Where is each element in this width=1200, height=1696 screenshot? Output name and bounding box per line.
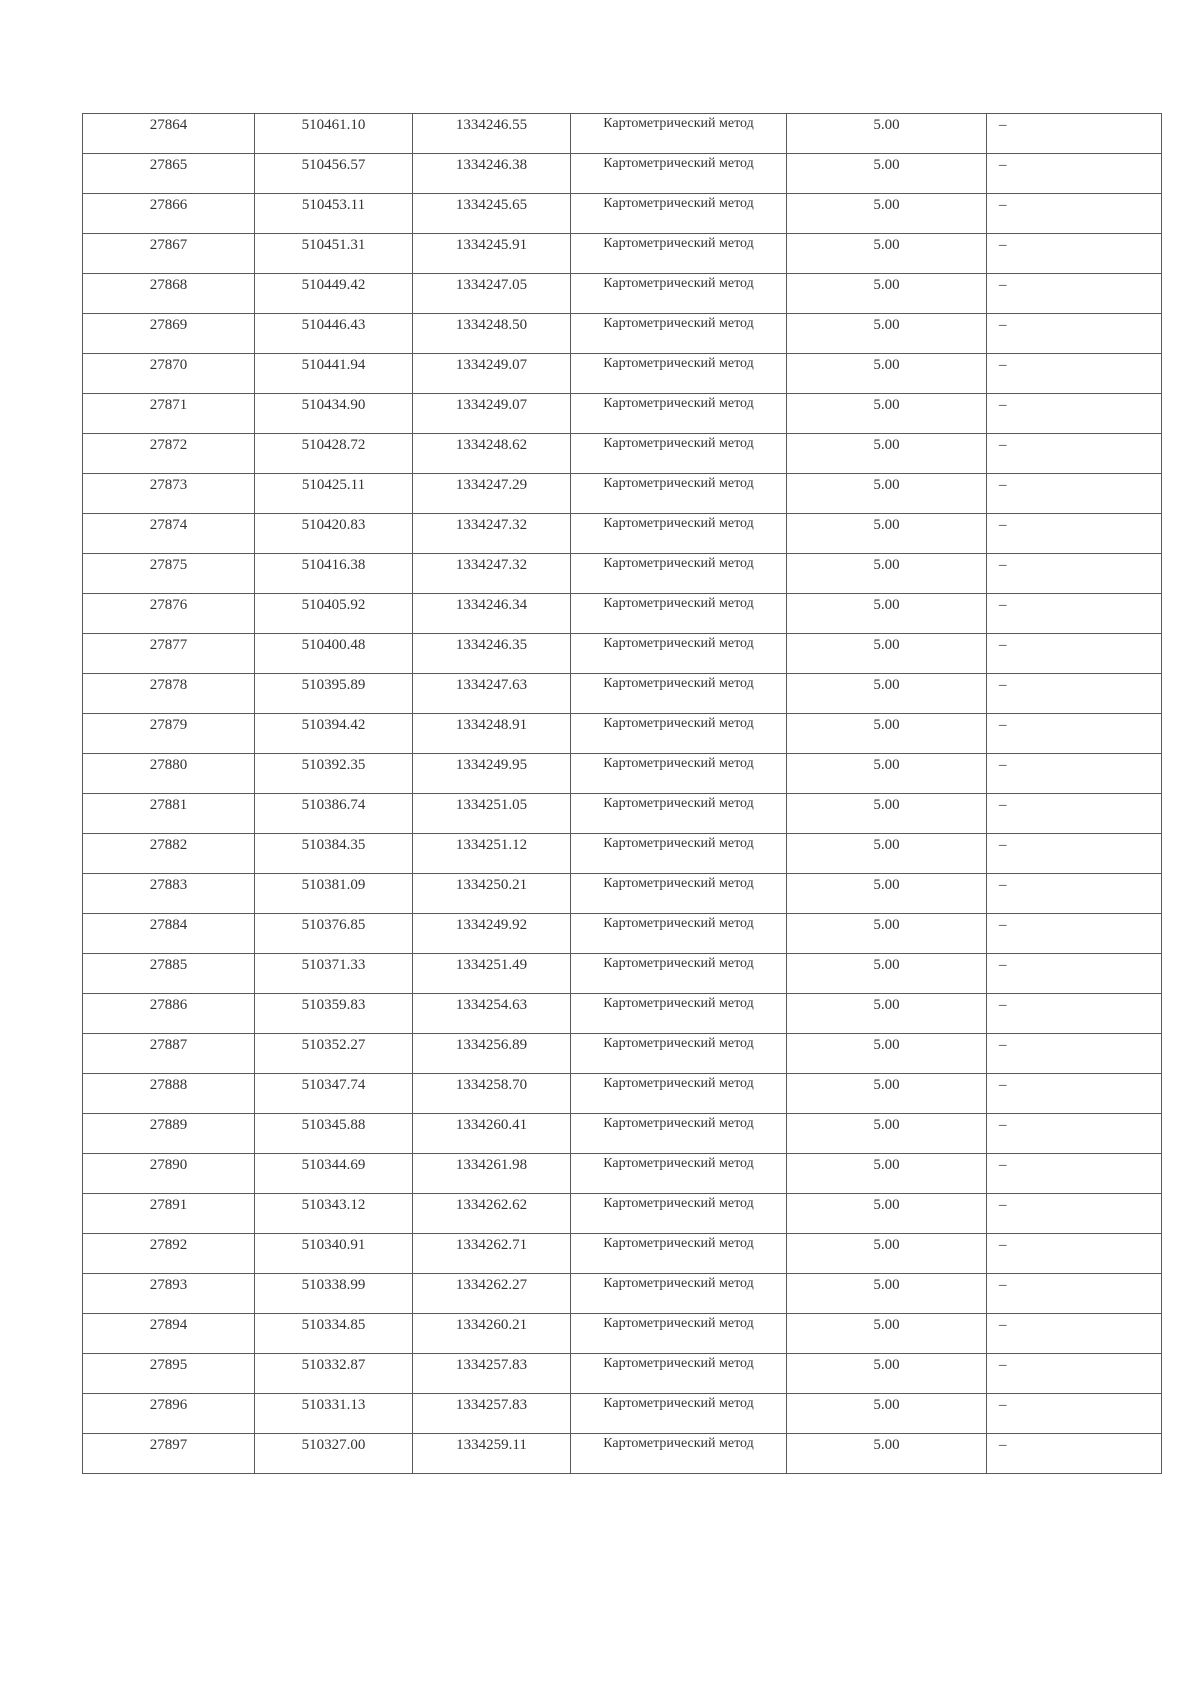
x-coordinate-cell: 510453.11 bbox=[255, 194, 413, 234]
x-coordinate-cell: 510425.11 bbox=[255, 474, 413, 514]
y-coordinate-cell: 1334256.89 bbox=[413, 1034, 571, 1074]
y-coordinate-cell: 1334259.11 bbox=[413, 1434, 571, 1474]
table-row bbox=[83, 1114, 1162, 1154]
table-row bbox=[83, 714, 1162, 754]
method-cell: Картометрический метод bbox=[571, 754, 787, 794]
accuracy-cell: 5.00 bbox=[787, 114, 987, 154]
x-coordinate-cell: 510345.88 bbox=[255, 1114, 413, 1154]
point-number-cell: 27893 bbox=[83, 1274, 255, 1314]
x-coordinate-cell: 510394.42 bbox=[255, 714, 413, 754]
x-coordinate-cell: 510416.38 bbox=[255, 554, 413, 594]
point-number-cell: 27888 bbox=[83, 1074, 255, 1114]
y-coordinate-cell: 1334260.21 bbox=[413, 1314, 571, 1354]
point-number-cell: 27865 bbox=[83, 154, 255, 194]
point-number-cell: 27889 bbox=[83, 1114, 255, 1154]
x-coordinate-cell: 510352.27 bbox=[255, 1034, 413, 1074]
table-row bbox=[83, 1234, 1162, 1274]
x-coordinate-cell: 510405.92 bbox=[255, 594, 413, 634]
table-row bbox=[83, 474, 1162, 514]
x-coordinate-cell: 510461.10 bbox=[255, 114, 413, 154]
method-cell: Картометрический метод bbox=[571, 234, 787, 274]
point-number-cell: 27869 bbox=[83, 314, 255, 354]
point-number-cell: 27873 bbox=[83, 474, 255, 514]
description-cell: – bbox=[987, 1394, 1162, 1434]
table-row bbox=[83, 154, 1162, 194]
x-coordinate-cell: 510392.35 bbox=[255, 754, 413, 794]
description-cell: – bbox=[987, 1314, 1162, 1354]
description-cell: – bbox=[987, 314, 1162, 354]
description-cell: – bbox=[987, 594, 1162, 634]
description-cell: – bbox=[987, 1074, 1162, 1114]
method-cell: Картометрический метод bbox=[571, 1194, 787, 1234]
description-cell: – bbox=[987, 234, 1162, 274]
accuracy-cell: 5.00 bbox=[787, 1074, 987, 1114]
table-row bbox=[83, 954, 1162, 994]
table-row bbox=[83, 594, 1162, 634]
accuracy-cell: 5.00 bbox=[787, 354, 987, 394]
point-number-cell: 27886 bbox=[83, 994, 255, 1034]
accuracy-cell: 5.00 bbox=[787, 314, 987, 354]
accuracy-cell: 5.00 bbox=[787, 194, 987, 234]
table-row bbox=[83, 1074, 1162, 1114]
x-coordinate-cell: 510420.83 bbox=[255, 514, 413, 554]
method-cell: Картометрический метод bbox=[571, 1034, 787, 1074]
point-number-cell: 27881 bbox=[83, 794, 255, 834]
table-row bbox=[83, 114, 1162, 154]
description-cell: – bbox=[987, 1154, 1162, 1194]
point-number-cell: 27897 bbox=[83, 1434, 255, 1474]
table-row bbox=[83, 1154, 1162, 1194]
point-number-cell: 27887 bbox=[83, 1034, 255, 1074]
accuracy-cell: 5.00 bbox=[787, 1154, 987, 1194]
y-coordinate-cell: 1334248.50 bbox=[413, 314, 571, 354]
description-cell: – bbox=[987, 1114, 1162, 1154]
point-number-cell: 27884 bbox=[83, 914, 255, 954]
point-number-cell: 27883 bbox=[83, 874, 255, 914]
accuracy-cell: 5.00 bbox=[787, 794, 987, 834]
x-coordinate-cell: 510334.85 bbox=[255, 1314, 413, 1354]
description-cell: – bbox=[987, 674, 1162, 714]
table-row bbox=[83, 834, 1162, 874]
method-cell: Картометрический метод bbox=[571, 1074, 787, 1114]
x-coordinate-cell: 510400.48 bbox=[255, 634, 413, 674]
y-coordinate-cell: 1334246.55 bbox=[413, 114, 571, 154]
y-coordinate-cell: 1334247.32 bbox=[413, 514, 571, 554]
table-row bbox=[83, 674, 1162, 714]
table-row bbox=[83, 994, 1162, 1034]
description-cell: – bbox=[987, 1194, 1162, 1234]
accuracy-cell: 5.00 bbox=[787, 1394, 987, 1434]
method-cell: Картометрический метод bbox=[571, 914, 787, 954]
y-coordinate-cell: 1334254.63 bbox=[413, 994, 571, 1034]
y-coordinate-cell: 1334258.70 bbox=[413, 1074, 571, 1114]
accuracy-cell: 5.00 bbox=[787, 994, 987, 1034]
x-coordinate-cell: 510395.89 bbox=[255, 674, 413, 714]
y-coordinate-cell: 1334257.83 bbox=[413, 1394, 571, 1434]
point-number-cell: 27890 bbox=[83, 1154, 255, 1194]
method-cell: Картометрический метод bbox=[571, 794, 787, 834]
accuracy-cell: 5.00 bbox=[787, 674, 987, 714]
point-number-cell: 27896 bbox=[83, 1394, 255, 1434]
point-number-cell: 27878 bbox=[83, 674, 255, 714]
method-cell: Картометрический метод bbox=[571, 634, 787, 674]
description-cell: – bbox=[987, 274, 1162, 314]
accuracy-cell: 5.00 bbox=[787, 1274, 987, 1314]
x-coordinate-cell: 510384.35 bbox=[255, 834, 413, 874]
method-cell: Картометрический метод bbox=[571, 954, 787, 994]
table-row bbox=[83, 874, 1162, 914]
y-coordinate-cell: 1334249.07 bbox=[413, 394, 571, 434]
point-number-cell: 27879 bbox=[83, 714, 255, 754]
method-cell: Картометрический метод bbox=[571, 314, 787, 354]
point-number-cell: 27885 bbox=[83, 954, 255, 994]
description-cell: – bbox=[987, 554, 1162, 594]
description-cell: – bbox=[987, 834, 1162, 874]
y-coordinate-cell: 1334246.34 bbox=[413, 594, 571, 634]
point-number-cell: 27866 bbox=[83, 194, 255, 234]
method-cell: Картометрический метод bbox=[571, 154, 787, 194]
y-coordinate-cell: 1334260.41 bbox=[413, 1114, 571, 1154]
description-cell: – bbox=[987, 1434, 1162, 1474]
table-row bbox=[83, 394, 1162, 434]
description-cell: – bbox=[987, 474, 1162, 514]
x-coordinate-cell: 510451.31 bbox=[255, 234, 413, 274]
point-number-cell: 27868 bbox=[83, 274, 255, 314]
y-coordinate-cell: 1334262.62 bbox=[413, 1194, 571, 1234]
y-coordinate-cell: 1334246.35 bbox=[413, 634, 571, 674]
table-row bbox=[83, 274, 1162, 314]
point-number-cell: 27894 bbox=[83, 1314, 255, 1354]
method-cell: Картометрический метод bbox=[571, 1114, 787, 1154]
method-cell: Картометрический метод bbox=[571, 554, 787, 594]
description-cell: – bbox=[987, 914, 1162, 954]
method-cell: Картометрический метод bbox=[571, 594, 787, 634]
accuracy-cell: 5.00 bbox=[787, 434, 987, 474]
x-coordinate-cell: 510386.74 bbox=[255, 794, 413, 834]
table-row bbox=[83, 794, 1162, 834]
x-coordinate-cell: 510449.42 bbox=[255, 274, 413, 314]
y-coordinate-cell: 1334248.91 bbox=[413, 714, 571, 754]
description-cell: – bbox=[987, 794, 1162, 834]
method-cell: Картометрический метод bbox=[571, 1234, 787, 1274]
point-number-cell: 27867 bbox=[83, 234, 255, 274]
x-coordinate-cell: 510344.69 bbox=[255, 1154, 413, 1194]
accuracy-cell: 5.00 bbox=[787, 914, 987, 954]
y-coordinate-cell: 1334247.63 bbox=[413, 674, 571, 714]
accuracy-cell: 5.00 bbox=[787, 274, 987, 314]
method-cell: Картометрический метод bbox=[571, 1274, 787, 1314]
accuracy-cell: 5.00 bbox=[787, 594, 987, 634]
table-row bbox=[83, 314, 1162, 354]
description-cell: – bbox=[987, 954, 1162, 994]
x-coordinate-cell: 510340.91 bbox=[255, 1234, 413, 1274]
x-coordinate-cell: 510446.43 bbox=[255, 314, 413, 354]
point-number-cell: 27892 bbox=[83, 1234, 255, 1274]
x-coordinate-cell: 510381.09 bbox=[255, 874, 413, 914]
y-coordinate-cell: 1334257.83 bbox=[413, 1354, 571, 1394]
y-coordinate-cell: 1334262.71 bbox=[413, 1234, 571, 1274]
accuracy-cell: 5.00 bbox=[787, 514, 987, 554]
y-coordinate-cell: 1334245.65 bbox=[413, 194, 571, 234]
method-cell: Картометрический метод bbox=[571, 714, 787, 754]
description-cell: – bbox=[987, 514, 1162, 554]
method-cell: Картометрический метод bbox=[571, 194, 787, 234]
accuracy-cell: 5.00 bbox=[787, 874, 987, 914]
method-cell: Картометрический метод bbox=[571, 1354, 787, 1394]
accuracy-cell: 5.00 bbox=[787, 634, 987, 674]
method-cell: Картометрический метод bbox=[571, 514, 787, 554]
description-cell: – bbox=[987, 1034, 1162, 1074]
table-row bbox=[83, 1274, 1162, 1314]
point-number-cell: 27872 bbox=[83, 434, 255, 474]
description-cell: – bbox=[987, 354, 1162, 394]
accuracy-cell: 5.00 bbox=[787, 714, 987, 754]
description-cell: – bbox=[987, 194, 1162, 234]
accuracy-cell: 5.00 bbox=[787, 1314, 987, 1354]
table-row bbox=[83, 914, 1162, 954]
x-coordinate-cell: 510338.99 bbox=[255, 1274, 413, 1314]
accuracy-cell: 5.00 bbox=[787, 554, 987, 594]
description-cell: – bbox=[987, 714, 1162, 754]
y-coordinate-cell: 1334251.12 bbox=[413, 834, 571, 874]
x-coordinate-cell: 510376.85 bbox=[255, 914, 413, 954]
point-number-cell: 27870 bbox=[83, 354, 255, 394]
y-coordinate-cell: 1334247.05 bbox=[413, 274, 571, 314]
method-cell: Картометрический метод bbox=[571, 834, 787, 874]
x-coordinate-cell: 510327.00 bbox=[255, 1434, 413, 1474]
accuracy-cell: 5.00 bbox=[787, 1194, 987, 1234]
description-cell: – bbox=[987, 434, 1162, 474]
table-row bbox=[83, 1194, 1162, 1234]
table-row bbox=[83, 1434, 1162, 1474]
description-cell: – bbox=[987, 1234, 1162, 1274]
method-cell: Картометрический метод bbox=[571, 874, 787, 914]
point-number-cell: 27877 bbox=[83, 634, 255, 674]
point-number-cell: 27882 bbox=[83, 834, 255, 874]
x-coordinate-cell: 510332.87 bbox=[255, 1354, 413, 1394]
x-coordinate-cell: 510456.57 bbox=[255, 154, 413, 194]
method-cell: Картометрический метод bbox=[571, 994, 787, 1034]
accuracy-cell: 5.00 bbox=[787, 1354, 987, 1394]
method-cell: Картометрический метод bbox=[571, 1434, 787, 1474]
table-row bbox=[83, 1394, 1162, 1434]
accuracy-cell: 5.00 bbox=[787, 954, 987, 994]
point-number-cell: 27880 bbox=[83, 754, 255, 794]
y-coordinate-cell: 1334261.98 bbox=[413, 1154, 571, 1194]
y-coordinate-cell: 1334251.49 bbox=[413, 954, 571, 994]
description-cell: – bbox=[987, 994, 1162, 1034]
accuracy-cell: 5.00 bbox=[787, 154, 987, 194]
x-coordinate-cell: 510428.72 bbox=[255, 434, 413, 474]
method-cell: Картометрический метод bbox=[571, 434, 787, 474]
description-cell: – bbox=[987, 1274, 1162, 1314]
method-cell: Картометрический метод bbox=[571, 474, 787, 514]
method-cell: Картометрический метод bbox=[571, 1154, 787, 1194]
description-cell: – bbox=[987, 154, 1162, 194]
description-cell: – bbox=[987, 1354, 1162, 1394]
accuracy-cell: 5.00 bbox=[787, 1234, 987, 1274]
table-row bbox=[83, 354, 1162, 394]
method-cell: Картометрический метод bbox=[571, 394, 787, 434]
point-number-cell: 27864 bbox=[83, 114, 255, 154]
method-cell: Картометрический метод bbox=[571, 674, 787, 714]
accuracy-cell: 5.00 bbox=[787, 754, 987, 794]
method-cell: Картометрический метод bbox=[571, 1314, 787, 1354]
y-coordinate-cell: 1334249.07 bbox=[413, 354, 571, 394]
table-row bbox=[83, 754, 1162, 794]
point-number-cell: 27895 bbox=[83, 1354, 255, 1394]
method-cell: Картометрический метод bbox=[571, 354, 787, 394]
method-cell: Картометрический метод bbox=[571, 1394, 787, 1434]
point-number-cell: 27876 bbox=[83, 594, 255, 634]
table-row bbox=[83, 194, 1162, 234]
accuracy-cell: 5.00 bbox=[787, 1434, 987, 1474]
y-coordinate-cell: 1334249.95 bbox=[413, 754, 571, 794]
table-row bbox=[83, 1354, 1162, 1394]
point-number-cell: 27875 bbox=[83, 554, 255, 594]
y-coordinate-cell: 1334262.27 bbox=[413, 1274, 571, 1314]
description-cell: – bbox=[987, 754, 1162, 794]
point-number-cell: 27871 bbox=[83, 394, 255, 434]
y-coordinate-cell: 1334246.38 bbox=[413, 154, 571, 194]
accuracy-cell: 5.00 bbox=[787, 1114, 987, 1154]
method-cell: Картометрический метод bbox=[571, 114, 787, 154]
accuracy-cell: 5.00 bbox=[787, 394, 987, 434]
y-coordinate-cell: 1334245.91 bbox=[413, 234, 571, 274]
y-coordinate-cell: 1334248.62 bbox=[413, 434, 571, 474]
x-coordinate-cell: 510441.94 bbox=[255, 354, 413, 394]
accuracy-cell: 5.00 bbox=[787, 1034, 987, 1074]
description-cell: – bbox=[987, 394, 1162, 434]
point-number-cell: 27874 bbox=[83, 514, 255, 554]
x-coordinate-cell: 510371.33 bbox=[255, 954, 413, 994]
y-coordinate-cell: 1334247.29 bbox=[413, 474, 571, 514]
description-cell: – bbox=[987, 634, 1162, 674]
x-coordinate-cell: 510359.83 bbox=[255, 994, 413, 1034]
table-row bbox=[83, 554, 1162, 594]
table-row bbox=[83, 1034, 1162, 1074]
x-coordinate-cell: 510343.12 bbox=[255, 1194, 413, 1234]
table-row bbox=[83, 514, 1162, 554]
accuracy-cell: 5.00 bbox=[787, 834, 987, 874]
table-row bbox=[83, 1314, 1162, 1354]
table-row bbox=[83, 234, 1162, 274]
point-number-cell: 27891 bbox=[83, 1194, 255, 1234]
x-coordinate-cell: 510331.13 bbox=[255, 1394, 413, 1434]
y-coordinate-cell: 1334251.05 bbox=[413, 794, 571, 834]
coordinates-table-body bbox=[83, 114, 1162, 1474]
table-row bbox=[83, 434, 1162, 474]
coordinates-table bbox=[82, 113, 1162, 1474]
y-coordinate-cell: 1334250.21 bbox=[413, 874, 571, 914]
description-cell: – bbox=[987, 874, 1162, 914]
x-coordinate-cell: 510347.74 bbox=[255, 1074, 413, 1114]
y-coordinate-cell: 1334247.32 bbox=[413, 554, 571, 594]
description-cell: – bbox=[987, 114, 1162, 154]
accuracy-cell: 5.00 bbox=[787, 474, 987, 514]
method-cell: Картометрический метод bbox=[571, 274, 787, 314]
accuracy-cell: 5.00 bbox=[787, 234, 987, 274]
table-row bbox=[83, 634, 1162, 674]
x-coordinate-cell: 510434.90 bbox=[255, 394, 413, 434]
y-coordinate-cell: 1334249.92 bbox=[413, 914, 571, 954]
